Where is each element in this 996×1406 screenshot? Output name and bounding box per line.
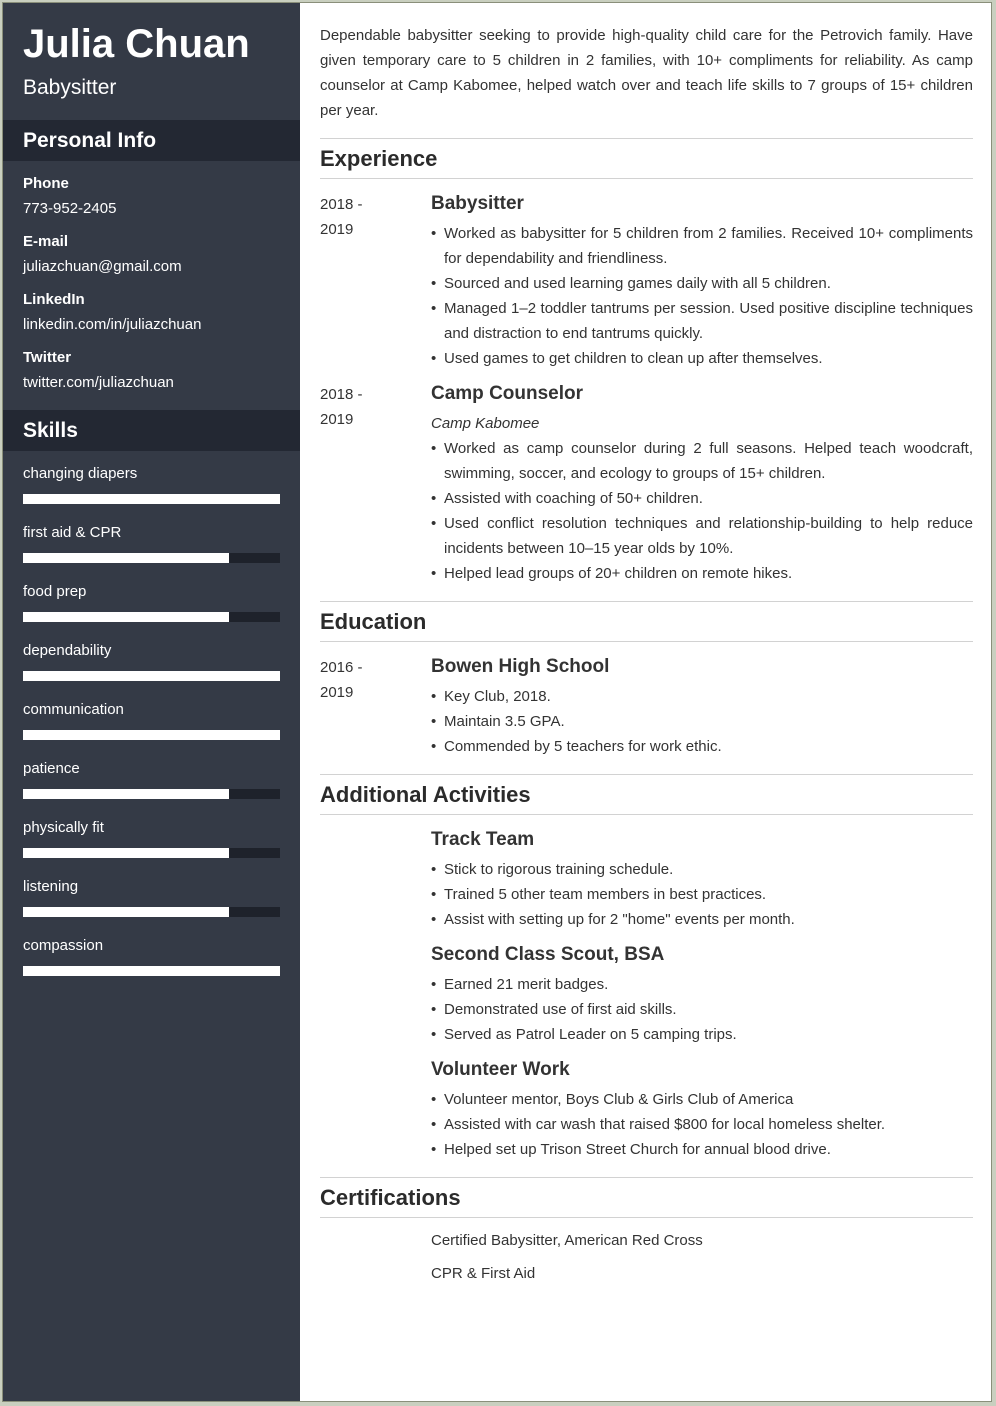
skill-level-bar [23, 907, 280, 917]
experience-heading: Experience [320, 138, 973, 179]
twitter-value: twitter.com/juliazchuan [23, 374, 174, 391]
entry-title: Track Team [431, 829, 535, 850]
skill-level-fill [23, 494, 280, 504]
linkedin-value: linkedin.com/in/juliazchuan [23, 316, 202, 333]
entry-title: Camp Counselor [431, 383, 584, 404]
skill-level-fill [23, 730, 280, 740]
skill-level-fill [23, 553, 229, 563]
entry-bullets [431, 1087, 973, 1162]
entry-date-end: 2019 [320, 221, 354, 238]
skill-level-bar [23, 730, 280, 740]
bullet-item: • Sourced and used learning games daily with all 5 children. [431, 271, 973, 296]
entry-bullets [431, 857, 973, 932]
skill-level-bar [23, 848, 280, 858]
skill-name: physically fit [23, 819, 104, 836]
skill-level-bar [23, 789, 280, 799]
certifications-heading: Certifications [320, 1177, 973, 1218]
bullet-item: • Assisted with car wash that raised $800 for local homeless shelter. [431, 1112, 973, 1137]
bullet-item: • Stick to rigorous training schedule. [431, 857, 973, 882]
candidate-name: Julia Chuan [23, 22, 250, 66]
profile-summary: Dependable babysitter seeking to provide high-quality child care for the Petrovich family. Have given temporary care to 5 children in 2 families, with 10+ compliments for reliability. As camp counselor at Camp Kabomee, helped watch over and teach life skills to 7 groups of 15+ children per year. [320, 27, 973, 119]
entry-title: Second Class Scout, BSA [431, 944, 665, 965]
skill-name: first aid & CPR [23, 524, 122, 541]
personal-info-heading: Personal Info [3, 120, 300, 161]
skill-level-fill [23, 612, 229, 622]
bullet-item: • Used conflict resolution techniques and relationship-building to help reduce incidents between 10–15 year olds by 10%. [431, 511, 973, 561]
phone-value: 773-952-2405 [23, 200, 117, 217]
education-heading: Education [320, 601, 973, 642]
skill-level-bar [23, 671, 280, 681]
bullet-item: • Assisted with coaching of 50+ children. [431, 486, 973, 511]
entry-title: Bowen High School [431, 656, 610, 677]
skills-heading: Skills [3, 410, 300, 451]
skill-name: listening [23, 878, 79, 895]
bullet-item: • Used games to get children to clean up after themselves. [431, 346, 973, 371]
bullet-item: • Volunteer mentor, Boys Club & Girls Club of America [431, 1087, 973, 1112]
activities-heading: Additional Activities [320, 774, 973, 815]
skill-level-fill [23, 966, 280, 976]
entry-subtitle: Camp Kabomee [431, 415, 540, 432]
entry-bullets [431, 684, 973, 759]
skill-name: communication [23, 701, 124, 718]
bullet-item: • Served as Patrol Leader on 5 camping trips. [431, 1022, 973, 1047]
skill-level-bar [23, 553, 280, 563]
skill-level-fill [23, 789, 229, 799]
bullet-item: • Demonstrated use of first aid skills. [431, 997, 973, 1022]
entry-title: Babysitter [431, 193, 524, 214]
skill-level-bar [23, 494, 280, 504]
skill-level-bar [23, 966, 280, 976]
bullet-item: • Worked as camp counselor during 2 full seasons. Helped teach woodcraft, swimming, soccer, and ecology to groups of 15+ children. [431, 436, 973, 486]
entry-date-start: 2018 - [320, 196, 363, 213]
linkedin-label: LinkedIn [23, 291, 85, 308]
entry-title: Volunteer Work [431, 1059, 570, 1080]
bullet-item: • Key Club, 2018. [431, 684, 973, 709]
resume-page [2, 2, 992, 1402]
email-value: juliazchuan@gmail.com [23, 258, 182, 275]
entry-date-start: 2018 - [320, 386, 363, 403]
certification-item: Certified Babysitter, American Red Cross [431, 1232, 703, 1249]
entry-date-end: 2019 [320, 684, 354, 701]
skill-name: changing diapers [23, 465, 138, 482]
entry-date-start: 2016 - [320, 659, 363, 676]
skill-name: patience [23, 760, 80, 777]
phone-label: Phone [23, 175, 69, 192]
candidate-role: Babysitter [23, 76, 117, 99]
skill-level-bar [23, 612, 280, 622]
bullet-item: • Maintain 3.5 GPA. [431, 709, 973, 734]
entry-bullets [431, 436, 973, 586]
skill-level-fill [23, 671, 280, 681]
entry-bullets [431, 972, 973, 1047]
certification-item: CPR & First Aid [431, 1265, 536, 1282]
sidebar [3, 3, 300, 1401]
bullet-item: • Helped set up Trison Street Church for annual blood drive. [431, 1137, 973, 1162]
bullet-item: • Helped lead groups of 20+ children on remote hikes. [431, 561, 973, 586]
skill-name: compassion [23, 937, 104, 954]
bullet-item: • Worked as babysitter for 5 children from 2 families. Received 10+ compliments for dependability and friendliness. [431, 221, 973, 271]
bullet-item: • Trained 5 other team members in best practices. [431, 882, 973, 907]
bullet-item: • Assist with setting up for 2 "home" events per month. [431, 907, 973, 932]
twitter-label: Twitter [23, 349, 72, 366]
skill-name: food prep [23, 583, 87, 600]
bullet-item: • Commended by 5 teachers for work ethic. [431, 734, 973, 759]
bullet-item: • Managed 1–2 toddler tantrums per session. Used positive discipline techniques and distraction to end tantrums quickly. [431, 296, 973, 346]
entry-date-end: 2019 [320, 411, 354, 428]
skill-level-fill [23, 848, 229, 858]
skill-name: dependability [23, 642, 112, 659]
entry-bullets [431, 221, 973, 371]
email-label: E-mail [23, 233, 69, 250]
bullet-item: • Earned 21 merit badges. [431, 972, 973, 997]
skill-level-fill [23, 907, 229, 917]
